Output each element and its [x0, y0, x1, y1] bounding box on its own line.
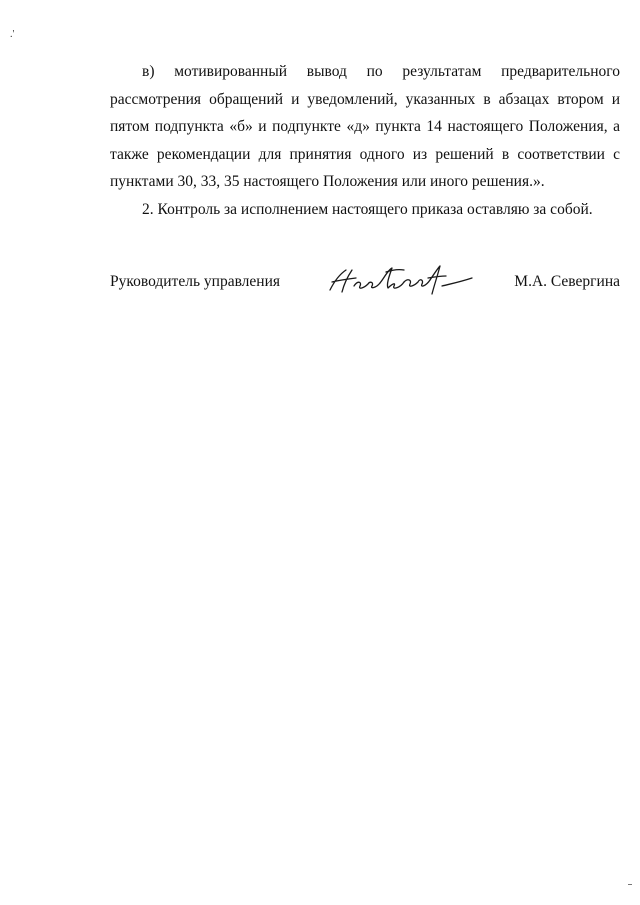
- signatory-position: Руководитель управления: [110, 273, 281, 290]
- document-body: [110, 58, 620, 223]
- paragraph-2: 2. Контроль за исполнением настоящего приказа оставляю за собой.: [142, 200, 593, 218]
- signature-block: [110, 264, 620, 304]
- paragraph-v: в) мотивированный вывод по результатам предварительного рассмотрения обращений и уведомлений, указанных в абзацах втором и пятом подпункта «б» и подпункте «д» пункта 14 настоящего Положения, а также рекомендации для принятия одного из решений в соответствии с пунктами 30, 33, 35 настоящего Положения или иного решения.».: [110, 63, 620, 190]
- scan-mark: [628, 884, 632, 885]
- signatory-name: М.А. Севергина: [514, 273, 620, 290]
- scan-speck: .': [10, 29, 15, 40]
- handwritten-signature: [322, 264, 490, 298]
